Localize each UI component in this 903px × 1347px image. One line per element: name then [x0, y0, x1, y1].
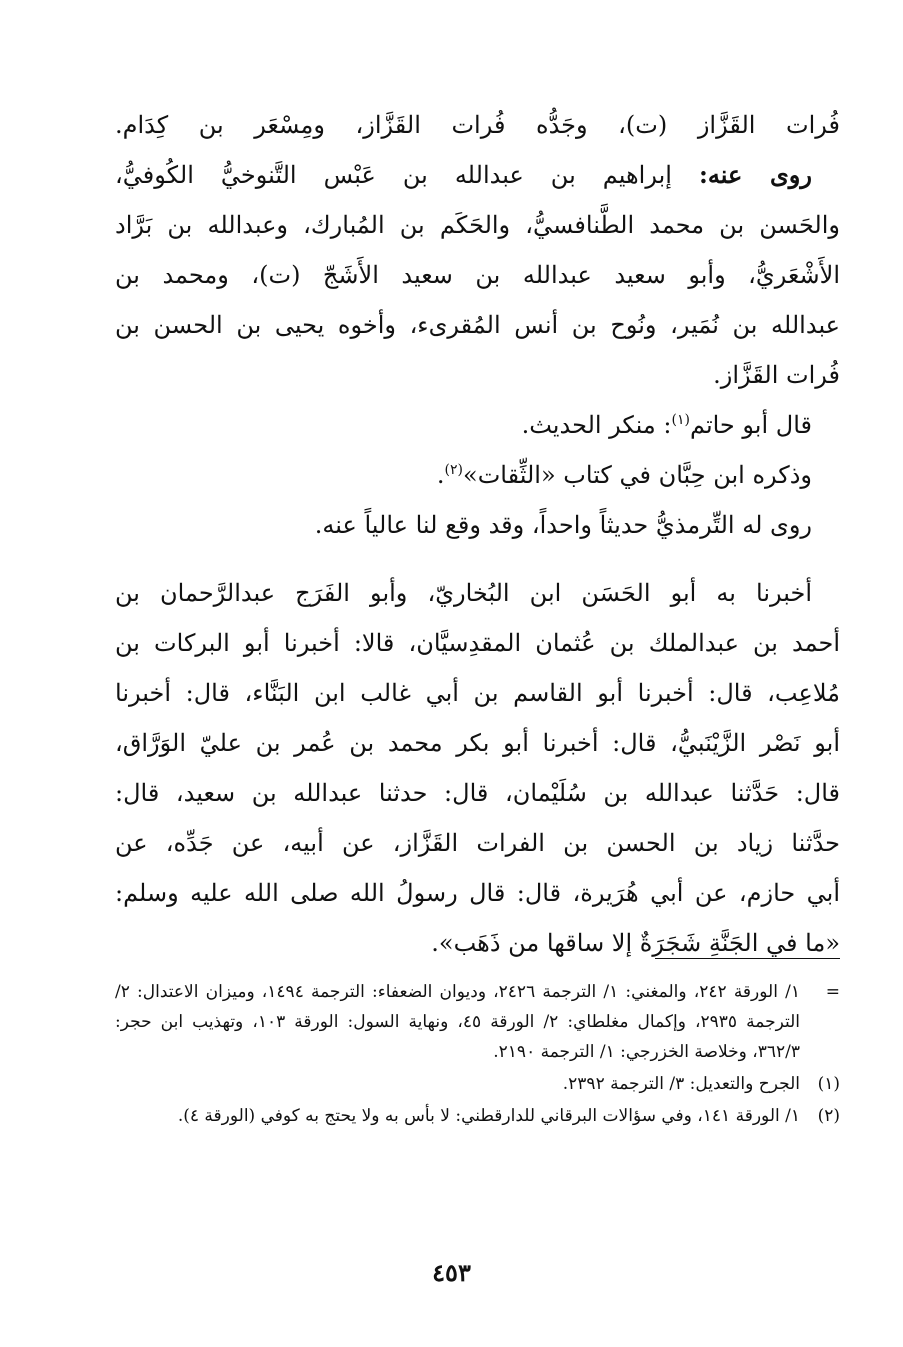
footnote-text: الجرح والتعديل: ٣/ الترجمة ٢٣٩٢. — [562, 1074, 800, 1094]
footnote-ref-2[interactable]: (٢) — [444, 462, 464, 478]
text-span: إبراهيم بن عبدالله بن عَبْس التَّنوخيُّ الكُوفيُّ، — [115, 161, 672, 189]
text-span: وذكره ابن حِبَّان في كتاب «الثِّقات» — [463, 461, 812, 489]
footnote-mark: (٢) — [817, 1106, 840, 1126]
text-line: أبو نَصْر الزَّيْنَبيُّ، قال: أخبرنا أبو بكر محمد بن عُمر بن عليّ الوَرَّاق، — [115, 729, 840, 757]
rawa-label: روى عنه: — [698, 160, 812, 189]
page-number: ٤٥٣ — [432, 1258, 471, 1287]
text-line: والحَسن بن محمد الطَّنافسيُّ، والحَكَم بن المُبارك، وعبدالله بن بَرَّاد — [115, 211, 840, 239]
text-span: : منكر الحديث. — [521, 411, 672, 439]
text-line: الأَشْعَريُّ، وأبو سعيد عبدالله بن سعيد الأَشَجّ (ت)، ومحمد بن — [115, 261, 840, 289]
text-line: فُرات القَزَّاز. — [713, 361, 840, 389]
footnote-continuation — [115, 977, 840, 1067]
text-line: روى له التِّرمذيُّ حديثاً واحداً، وقد وقع لنا عالياً عنه. — [314, 511, 812, 539]
text-line: أخبرنا به أبو الحَسَن ابن البُخاريّ، وأبو الفَرَج عبدالرَّحمان بن — [115, 579, 812, 607]
footnotes — [115, 977, 840, 1133]
text-line: فُرات القَزَّاز (ت)، وجَدُّه فُرات القَزَّاز، ومِسْعَر بن كِدَام. — [115, 111, 840, 139]
text-line — [115, 400, 840, 450]
footnote-ref-1[interactable]: (١) — [671, 412, 690, 428]
footnote-2 — [115, 1101, 840, 1131]
text-line: أحمد بن عبدالملك بن عُثمان المقدِسيَّان، قالا: أخبرنا أبو البركات بن — [115, 629, 840, 657]
footnote-1 — [115, 1069, 840, 1099]
footnote-mark: (١) — [817, 1074, 840, 1094]
text-span: قال أبو حاتم — [689, 411, 812, 439]
text-line: مُلاعِب، قال: أخبرنا أبو القاسم بن أبي غالب ابن البَنَّاء، قال: أخبرنا — [115, 679, 840, 707]
text-line: عبدالله بن نُمَير، ونُوح بن أنس المُقرىء، وأخوه يحيى بن الحسن بن — [115, 311, 840, 339]
paragraph-gap — [115, 550, 840, 568]
footnote-divider — [655, 958, 840, 959]
text-line — [115, 150, 840, 200]
footnote-text: ١/ الورقة ٢٤٢، والمغني: ١/ الترجمة ٢٤٢٦، وديوان الضعفاء: الترجمة ١٤٩٤، وميزان الاعتدال: ٢/ الترجمة ٢٩٣٥، وإكمال مغلطاي: ٢/ الورقة ٤٥، ونهاية السول: الورقة ١٠٣، وتهذيب ابن حجر: ٣٦٢/٣، وخلاصة الخزرجي: ١/ الترجمة ٢١٩٠. — [115, 982, 800, 1062]
text-span: . — [436, 461, 445, 489]
text-line — [115, 450, 840, 500]
text-line: «ما في الجَنَّةِ شَجَرَةٌ إلا ساقها من ذَهَب». — [431, 929, 840, 957]
footnote-text: ١/ الورقة ١٤١، وفي سؤالات البرقاني للدارقطني: لا بأس به ولا يحتج به كوفي (الورقة ٤). — [177, 1106, 800, 1126]
footnote-mark: = — [825, 982, 840, 1002]
main-text — [115, 100, 840, 968]
text-line: قال: حَدَّثنا عبدالله بن سُلَيْمان، قال: حدثنا عبدالله بن سعيد، قال: — [115, 779, 840, 807]
text-line: حدَّثنا زياد بن الحسن بن الفرات القَزَّاز، عن أبيه، عن جَدِّه، عن — [115, 829, 840, 857]
text-line: أبي حازم، عن أبي هُرَيرة، قال: قال رسولُ الله صلى الله عليه وسلم: — [115, 879, 840, 907]
